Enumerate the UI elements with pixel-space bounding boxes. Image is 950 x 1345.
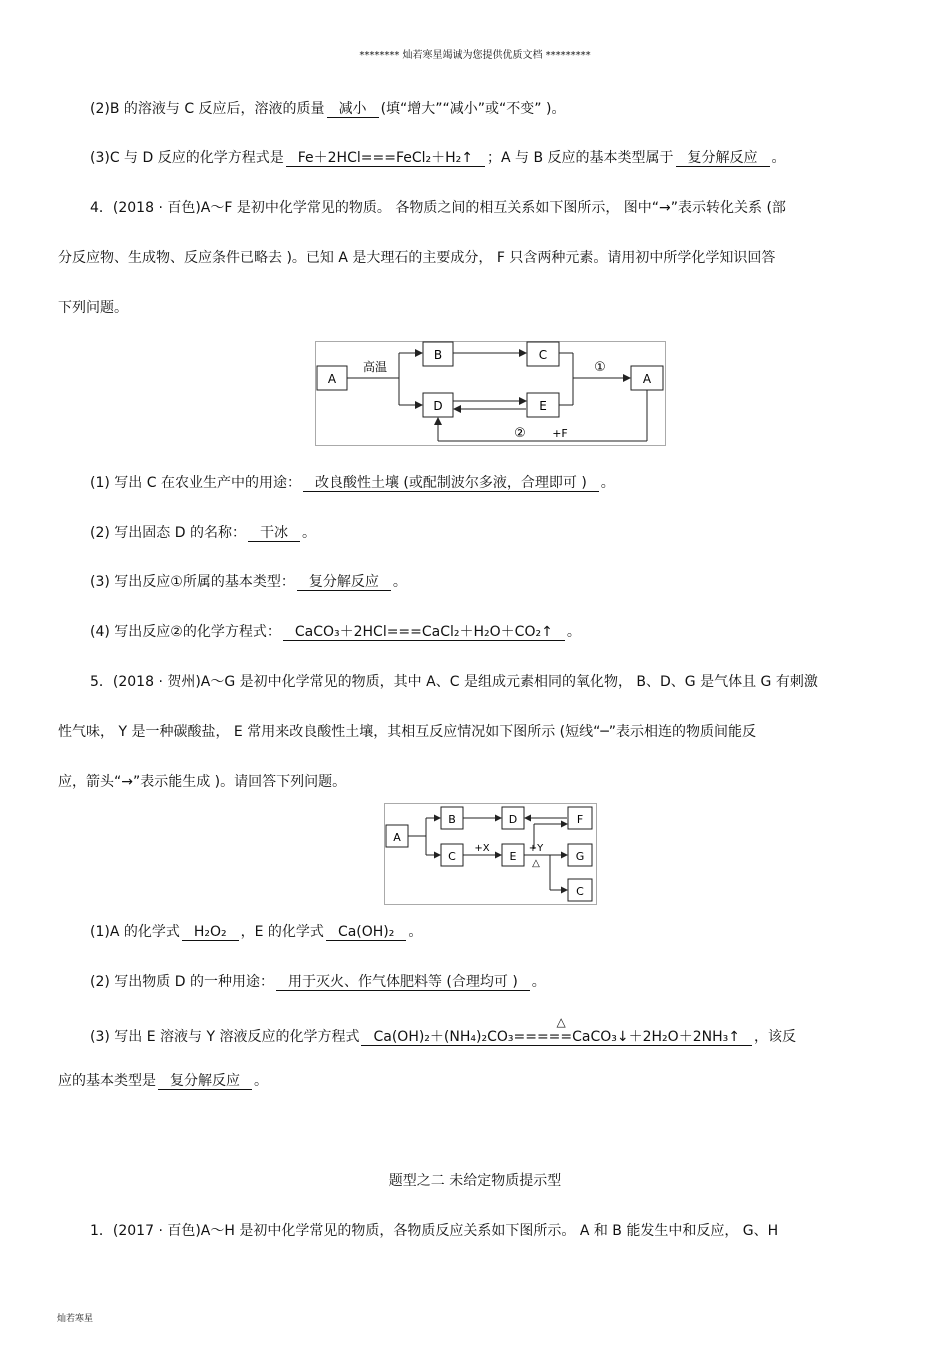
q5-part2-tail: 。	[531, 974, 546, 990]
q5-part2	[90, 973, 546, 991]
q4-part3-text: (3) 写出反应①所属的基本类型：	[90, 574, 295, 590]
q5-part3-cont-answer: 复分解反应	[158, 1073, 252, 1090]
plus-f-label: +F	[552, 427, 568, 440]
label-g: G	[575, 850, 585, 863]
q5-part3-cont-tail: 。	[254, 1073, 268, 1089]
q5-part1-mid: ，E 的化学式	[240, 924, 324, 940]
q3-part3-answer1: Fe＋2HCl===FeCl₂＋H₂↑	[286, 150, 485, 167]
label-b: B	[433, 348, 443, 362]
q5-part1-answer2: Ca(OH)₂	[326, 924, 406, 941]
q4-part1-text: (1) 写出 C 在农业生产中的用途：	[90, 475, 301, 491]
q5-part1	[90, 923, 422, 941]
condition-high-temp: 高温	[362, 360, 388, 374]
q4-diagram	[315, 341, 667, 451]
q4-part2-answer: 干冰	[248, 525, 300, 542]
q5-part3-answer	[361, 1015, 751, 1046]
q4-part1	[90, 474, 615, 492]
q3-part2	[90, 100, 565, 118]
q4-part3-answer: 复分解反应	[297, 574, 391, 591]
q4-part1-answer: 改良酸性土壤 (或配制波尔多液，合理即可 )	[303, 475, 599, 492]
q4-part3-tail: 。	[392, 574, 407, 590]
reaction-1-label: ①	[594, 360, 606, 375]
q5-part3-equation: Ca(OH)₂＋(NH₄)₂CO₃=====CaCO₃↓＋2H₂O＋2NH₃↑	[373, 1029, 740, 1045]
label-c: C	[538, 348, 548, 362]
label-e: E	[509, 850, 517, 863]
label-f: F	[576, 813, 584, 826]
q4-part4-answer: CaCO₃＋2HCl===CaCl₂＋H₂O＋CO₂↑	[283, 624, 565, 641]
label-c-bottom: C	[576, 885, 584, 898]
q3-part3-tail: 。	[771, 150, 786, 166]
q3-part3-answer2: 复分解反应	[676, 150, 770, 167]
plus-x-label: +X	[474, 843, 490, 854]
q5-diagram	[384, 803, 598, 910]
q5-part3-cont-text: 应的基本类型是	[58, 1073, 156, 1089]
q3-part2-tail: (填“增大”“减小”或“不变” )。	[380, 101, 566, 117]
q5-stem-line2: 性气味， Y 是一种碳酸盐， E 常用来改良酸性土壤，其相互反应情况如下图所示 (短线“─”表示相连的物质间能反	[58, 724, 757, 740]
q5-part1-text: (1)A 的化学式	[90, 924, 180, 940]
heat-symbol: △	[532, 858, 540, 869]
q5-part1-answer1: H₂O₂	[182, 924, 239, 941]
plus-y-label: +Y	[528, 843, 544, 854]
q3-part3	[90, 149, 786, 167]
q3-part3-mid: ；A 与 B 反应的基本类型属于	[487, 150, 674, 166]
q4-stem-line1: 4．(2018 · 百色)A～F 是初中化学常见的物质。 各物质之间的相互关系如下图所示， 图中“→”表示转化关系 (部	[90, 200, 786, 216]
label-b: B	[448, 813, 456, 826]
q5-part3-tail: ，该反	[753, 1029, 796, 1045]
q3-part2-answer: 减小	[327, 101, 379, 118]
reaction-2-label: ②	[514, 426, 526, 441]
q4-part3	[90, 573, 407, 591]
label-d: D	[433, 399, 443, 413]
label-d: D	[508, 813, 518, 826]
q3-part2-text: (2)B 的溶液与 C 反应后，溶液的质量	[90, 101, 325, 117]
q5-stem-line1: 5．(2018 · 贺州)A～G 是初中化学常见的物质，其中 A、C 是组成元素相同的氧化物， B、D、G 是气体且 G 有刺激	[90, 674, 818, 690]
q4-part2-tail: 。	[301, 525, 316, 541]
label-a: A	[393, 831, 401, 844]
q5-part1-tail: 。	[408, 924, 423, 940]
heat-condition: △	[556, 1015, 566, 1029]
q4-stem-line2: 分反应物、生成物、反应条件已略去 )。已知 A 是大理石的主要成分， F 只含两种元素。请用初中所学化学知识回答	[58, 250, 776, 266]
page-footer: 灿若寒星	[57, 1314, 94, 1324]
q4-part2	[90, 524, 316, 542]
q4-part2-text: (2) 写出固态 D 的名称：	[90, 525, 246, 541]
q5-part3	[90, 1015, 796, 1046]
page-header: ******** 灿若寒星竭诚为您提供优质文档 *********	[359, 50, 591, 61]
q1-stem: 1．(2017 · 百色)A～H 是初中化学常见的物质，各物质反应关系如下图所示。 A 和 B 能发生中和反应， G、H	[90, 1223, 779, 1239]
q4-stem-line3: 下列问题。	[58, 300, 128, 316]
label-a-right: A	[642, 372, 652, 386]
q4-part4-tail: 。	[566, 624, 581, 640]
label-c: C	[448, 850, 456, 863]
q5-part3-text: (3) 写出 E 溶液与 Y 溶液反应的化学方程式	[90, 1029, 360, 1045]
q5-part2-text: (2) 写出物质 D 的一种用途：	[90, 974, 274, 990]
q5-part3-cont	[58, 1072, 268, 1090]
label-e: E	[539, 399, 547, 413]
q5-part2-answer: 用于灭火、作气体肥料等 (合理均可 )	[276, 974, 530, 991]
q4-part4	[90, 623, 581, 641]
q4-part4-text: (4) 写出反应②的化学方程式：	[90, 624, 281, 640]
q4-part1-tail: 。	[600, 475, 615, 491]
section-title: 题型之二 未给定物质提示型	[388, 1173, 562, 1189]
q3-part3-text: (3)C 与 D 反应的化学方程式是	[90, 150, 284, 166]
q5-stem-line3: 应，箭头“→”表示能生成 )。请回答下列问题。	[58, 774, 347, 790]
label-a-left: A	[327, 372, 337, 386]
